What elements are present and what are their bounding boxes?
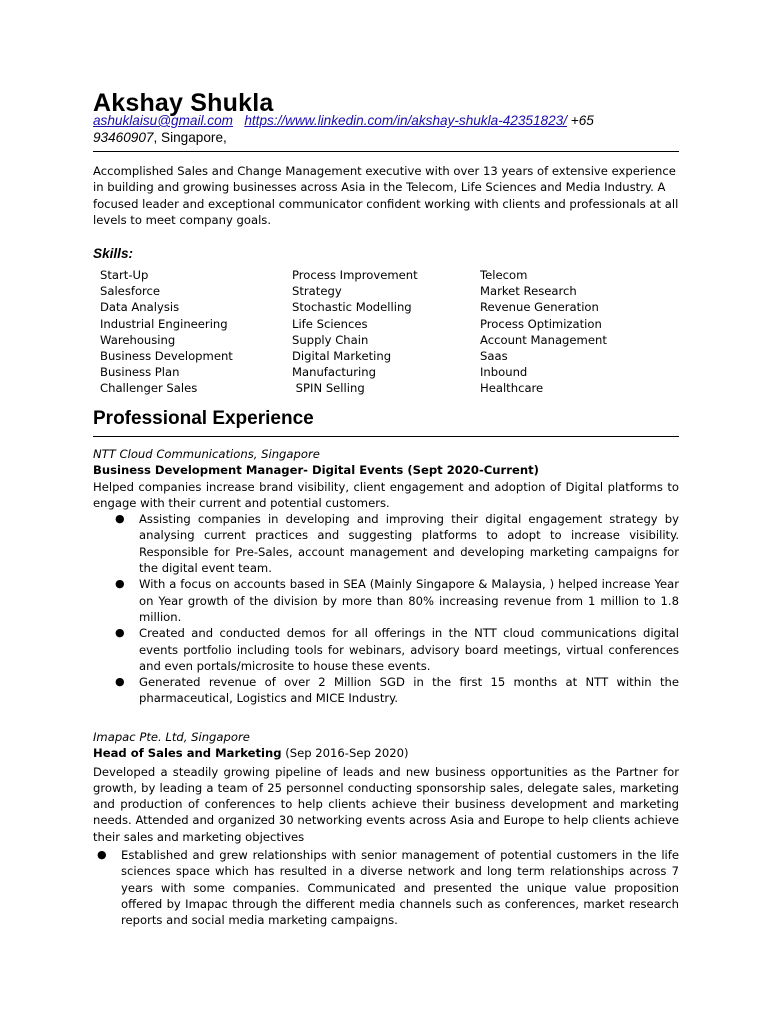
linkedin-link[interactable]: https://www.linkedin.com/in/akshay-shukla-42351823/: [244, 113, 567, 128]
job-dates: (Sep 2016-Sep 2020): [281, 746, 409, 761]
bullet-dot-icon: ●: [115, 512, 125, 526]
skill-item: Process Improvement: [292, 268, 418, 282]
job-entry-ntt: [93, 446, 679, 707]
location-text: , Singapore,: [153, 129, 227, 145]
email-link[interactable]: ashuklaisu@gmail.com: [93, 113, 233, 128]
skill-item: Industrial Engineering: [100, 316, 228, 331]
bullet-text: Established and grew relationships with senior management of potential customers in the life sciences space which has resulted in a diverse network and long term relationships across 7 years with some companies. Communicated and presented the unique value proposition offered by Imapac through the different media channels such as conferences, market research reports and social media marketing campaigns.: [121, 848, 679, 928]
job-description: Developed a steadily growing pipeline of leads and new business opportunities as the Partner for growth, by leading a team of 25 personnel conducting sponsorship sales, delegate sales, marketing and production of conferences to help clients achieve their business development and marketing needs. Attended and organized 30 networking events across Asia and Europe to help clients achieve their sales and marketing objectives: [93, 764, 679, 844]
job-title-line: [93, 745, 679, 761]
bullet-dot-icon: ●: [115, 577, 125, 591]
skill-item: Business Development: [100, 349, 233, 364]
skill-item: Healthcare: [480, 381, 544, 396]
skill-item: Telecom: [480, 268, 528, 282]
company-name: Imapac Pte. Ltd, Singapore: [93, 730, 250, 744]
bullet-text: With a focus on accounts based in SEA (Mainly Singapore & Malaysia, ) helped increase Year on Year growth of the division by more than 80% increasing revenue from 1 million to 1.8 million.: [139, 577, 679, 624]
bullet-item: [97, 847, 679, 928]
skill-item: Revenue Generation: [480, 300, 599, 315]
job-title: Head of Sales and Marketing: [93, 746, 282, 761]
skill-item: Business Plan: [100, 365, 180, 380]
skill-item: SPIN Selling: [292, 381, 365, 396]
bullet-item: [115, 625, 679, 674]
job-title: Business Development Manager- Digital Events (Sept 2020-Current): [93, 463, 539, 478]
bullet-text: Generated revenue of over 2 Million SGD in the first 15 months at NTT within the pharmaceutical, Logistics and MICE Industry.: [139, 675, 679, 706]
skill-item: Life Sciences: [292, 316, 368, 331]
phone-number-part2: 93460907: [93, 129, 154, 145]
skill-item: Manufacturing: [292, 365, 376, 380]
company-name: NTT Cloud Communications, Singapore: [93, 447, 320, 461]
job-bullets: [93, 511, 679, 707]
experience-heading: Professional Experience: [93, 408, 314, 429]
contact-line: [93, 113, 679, 146]
skill-item: Start-Up: [100, 268, 149, 282]
bullet-dot-icon: ●: [115, 626, 125, 640]
bullet-item: [115, 511, 679, 576]
skill-item: Inbound: [480, 365, 528, 380]
job-entry-imapac: [93, 729, 679, 929]
skill-item: Stochastic Modelling: [292, 300, 412, 315]
skills-column-1: [100, 267, 233, 397]
bullet-dot-icon: ●: [115, 675, 125, 689]
skills-column-3: [480, 267, 607, 397]
skill-item: Market Research: [480, 284, 577, 299]
summary-paragraph: Accomplished Sales and Change Management executive with over 13 years of extensive experience in building and growing businesses across Asia in the Telecom, Life Sciences and Media Industry. A focused leader and exceptional communicator confident working with clients and professionals at all levels to meet company goals.: [93, 164, 679, 227]
skill-item: Data Analysis: [100, 300, 180, 315]
skill-item: Strategy: [292, 284, 342, 299]
skill-item: Supply Chain: [292, 332, 369, 347]
experience-divider: [93, 436, 679, 437]
skill-item: Challenger Sales: [100, 381, 198, 396]
skill-item: Saas: [480, 349, 508, 364]
header-divider: [93, 151, 679, 152]
bullet-item: [115, 674, 679, 707]
skill-item: Warehousing: [100, 332, 176, 347]
job-description: Helped companies increase brand visibility, client engagement and adoption of Digital platforms to engage with their current and potential customers.: [93, 479, 679, 510]
bullet-dot-icon: ●: [97, 848, 107, 862]
skills-column-2: [292, 267, 418, 397]
phone-number-part1: +65: [570, 113, 594, 128]
bullet-item: [115, 576, 679, 625]
skills-heading: Skills:: [93, 246, 134, 261]
skill-item: Salesforce: [100, 284, 161, 299]
bullet-text: Assisting companies in developing and improving their digital engagement strategy by analysing current practices and suggesting platforms to adopt to increase visibility. Responsible for Pre-Sales, account management and developing marketing campaigns for the digital event team.: [139, 512, 679, 576]
job-bullets: [93, 847, 679, 928]
skill-item: Process Optimization: [480, 316, 602, 331]
skill-item: Account Management: [480, 332, 607, 347]
bullet-text: Created and conducted demos for all offerings in the NTT cloud communications digital events portfolio including tools for webinars, advisory board meetings, virtual conferences and even portals/microsite to house these events.: [139, 626, 679, 673]
skill-item: Digital Marketing: [292, 349, 392, 364]
candidate-name: Akshay Shukla: [93, 89, 274, 117]
